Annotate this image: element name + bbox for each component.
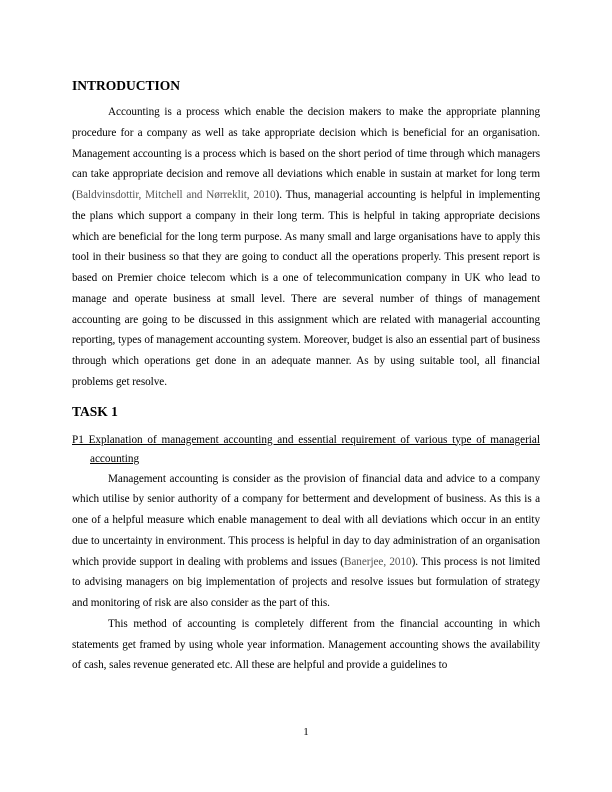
task1-p1-citation: Banerjee, 2010 [343,555,412,568]
task1-heading: TASK 1 [72,403,118,419]
task1-p1-text-end: ). This process is not limited to advising managers on big implementation of projects and resolve issues but formulation of strategy and monitoring of risk are also consider as the part of this. [72,555,540,609]
introduction-heading: INTRODUCTION [72,78,181,93]
introduction-paragraph [72,102,540,393]
introduction-text-start: Accounting is a process which enable the decision makers to make the appropriate planning procedure for a company as well as take appropriate decision which is beneficial for an organisation. Management accounting is a process which is based on the short period of time through which managers can take appropriate decision and remove all deviations which enable in sustain at market for long term ( [72,106,540,201]
introduction-citation: Baldvinsdottir, Mitchell and Nørreklit, 2010 [75,189,276,201]
task1-paragraph-1 [72,469,540,614]
spacer [72,422,540,431]
spacer [72,393,540,402]
page-number: 1 [303,726,309,738]
page-content [72,76,540,676]
task1-paragraph-2: This method of accounting is completely different from the financial accounting in which statements get framed by using whole year information. Management accounting shows the availability of cash, sales revenue generated etc. All these are helpful and provide a guidelines to [72,617,540,672]
introduction-text-end: ). Thus, managerial accounting is helpful in implementing the plans which support a company in their long term. This is helpful in taking appropriate decisions which are beneficial for the long term purpose. As many small and large organisations have to apply this tool in their business so that they are going to conduct all the operations properly. This present report is based on Premier choice telecom which is a one of telecommunication company in UK who lead to manage and operate business at small level. There are several number of things of management accounting are going to be discussed in this assignment which are related with managerial accounting reporting, types of management accounting system. Moreover, budget is also an essential part of business through which operations get done in an adequate manner. As by using suitable tool, all financial problems get resolve. [72,189,540,388]
task1-subheading: P1 Explanation of management accounting and essential requirement of various type of managerial accounting [72,433,540,465]
task1-p1-text-start: Management accounting is consider as the provision of financial data and advice to a company which utilise by senior authority of a company for betterment and development of business. As this is a one of a helpful measure which enable management to deal with all deviations which occur in an entity due to uncertainty in environment. This process is helpful in day to day administration of an organisation which provide support in dealing with problems and issues ( [72,472,540,568]
